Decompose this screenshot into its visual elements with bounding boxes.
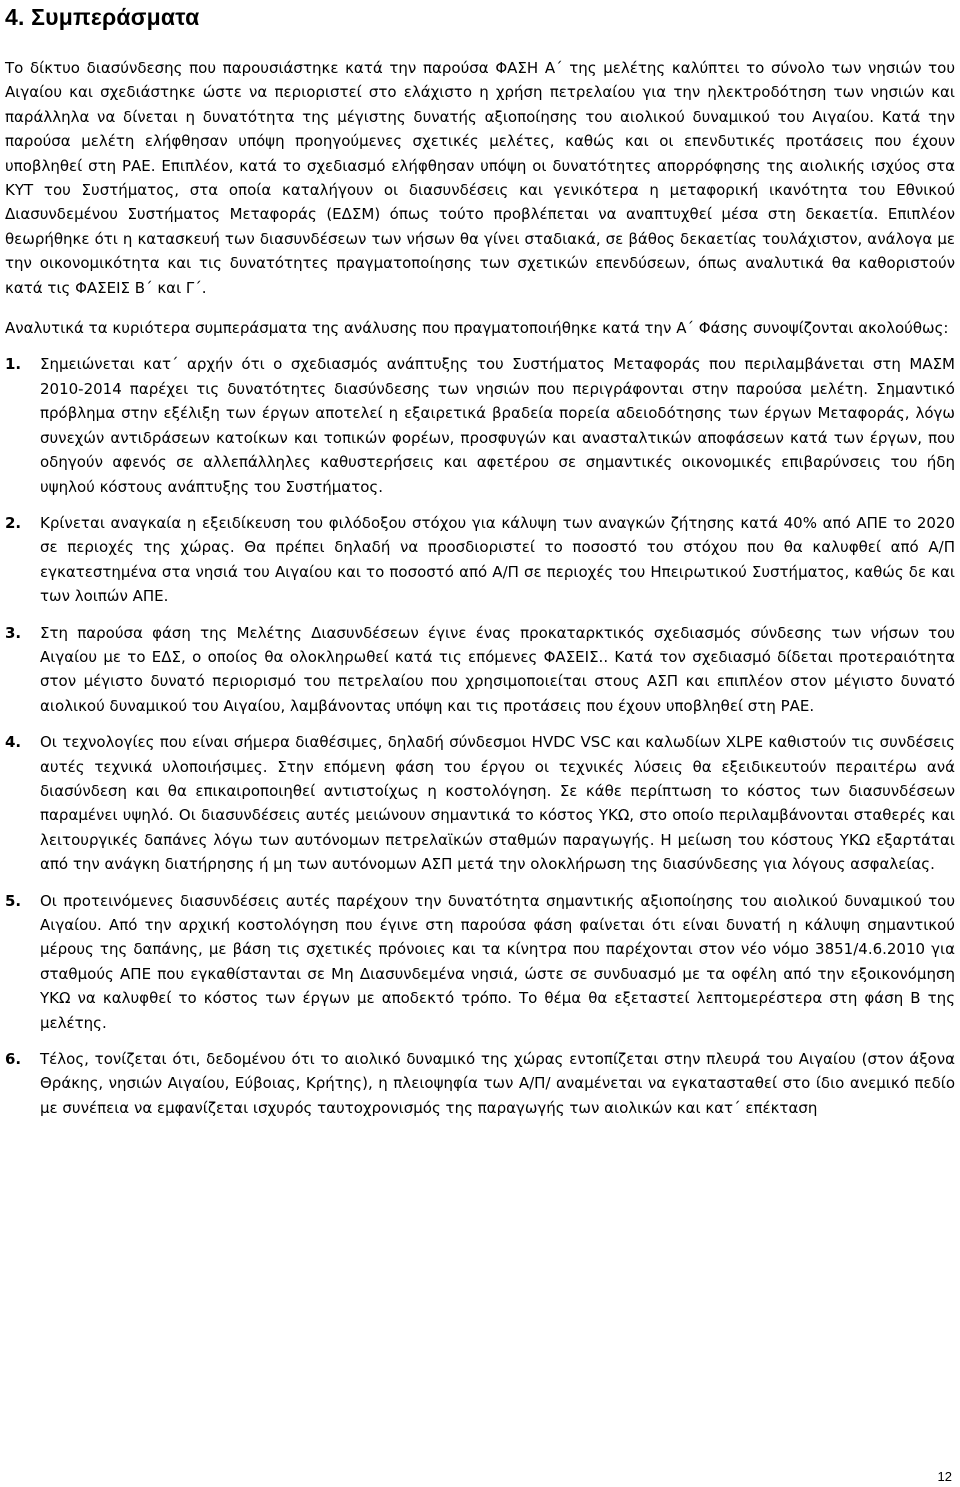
item-text: Τέλος, τονίζεται ότι, δεδομένου ότι το αιολικό δυναμικό της χώρας εντοπίζεται στην πλευρά του Αιγαίου (στον άξονα Θράκης, νησιών Αιγαίου, Εύβοιας, Κρήτης), η πλειοψηφία των Α/Π/ αναμένεται να εγκατασταθεί στο ίδιο ανεμικό πεδίο με συνέπεια να εμφανίζεται ισχυρός ταυτοχρονισμός της παραγωγής των αιολικών και κατ΄ επέκταση [40,1050,955,1117]
document-page [5,0,955,1120]
item-number: 4. [5,733,22,752]
item-text: Στη παρούσα φάση της Μελέτης Διασυνδέσεων έγινε ένας προκαταρκτικός σχεδιασμός σύνδεσης των νήσων του Αιγαίου με το ΕΔΣ, ο οποίος θα ολοκληρωθεί κατά τις επόμενες ΦΑΣΕΙΣ.. Κατά τον σχεδιασμό δίδεται προτεραιότητα στον μέγιστο δυνατό περιορισμό του πετρελαίου που χρησιμοποιείται στους ΑΣΠ και επιπλέον στον μέγιστο δυνατό αιολικού δυναμικού του Αιγαίου, λαμβάνοντας υπόψη και τις προτάσεις που έχουν υποβληθεί στη ΡΑΕ. [40,623,955,715]
item-number: 5. [5,891,22,910]
item-text: Οι τεχνολογίες που είναι σήμερα διαθέσιμες, δηλαδή σύνδεσμοι HVDC VSC και καλωδίων XLPE καθιστούν τις συνδέσεις αυτές τεχνικά υλοποιήσιμες. Στην επόμενη φάση του έργου οι τεχνικές λύσεις θα εξειδικευτούν περαιτέρω ανά διασύνδεση και θα επικαιροποιηθεί αντιστοίχως η κοστολόγηση. Σε κάθε περίπτωση το κόστος των διασυνδέσεων παραμένει υψηλό. Οι διασυνδέσεις αυτές μειώνουν σημαντικά το κόστος ΥΚΩ, στο οποίο περιλαμβάνονται σταθερές και λειτουργικές δαπάνες λόγω των αυτόνομων πετρελαϊκών σταθμών παραγωγής. Η μείωση του κόστους ΥΚΩ εξαρτάται από την ανάγκη διατήρησης ή μη των αυτόνομων ΑΣΠ μετά την ολοκλήρωση της διασύνδεσης για λόγους ασφαλείας. [40,733,955,874]
list-item [5,1047,955,1120]
conclusions-list [5,352,955,1120]
item-number: 2. [5,513,22,532]
list-item [5,730,955,876]
item-text: Σημειώνεται κατ΄ αρχήν ότι ο σχεδιασμός ανάπτυξης του Συστήματος Μεταφοράς που περιλαμβάνεται στη ΜΑΣΜ 2010-2014 παρέχει τις δυνατότητες διασύνδεσης των νησιών που περιγράφονται στην παρούσα μελέτη. Σημαντικό πρόβλημα στην εξέλιξη των έργων αποτελεί η εξαιρετικά βραδεία πορεία αδειοδότησης των έργων Μεταφοράς, λόγω συνεχών αντιδράσεων κατοίκων και τοπικών φορέων, προσφυγών και ανασταλτικών αποφάσεων κατά των έργων, που οδηγούν αφενός σε αλλεπάλληλες καθυστερήσεις και αφετέρου σε σημαντικές οικονομικές επιβαρύνσεις του ήδη υψηλού κόστους ανάπτυξης του Συστήματος. [40,355,955,496]
item-text: Οι προτεινόμενες διασυνδέσεις αυτές παρέχουν την δυνατότητα σημαντικής αξιοποίησης του αιολικού δυναμικού του Αιγαίου. Από την αρχική κοστολόγηση που έγινε στη παρούσα φάση φαίνεται ότι είναι δυνατή η κάλυψη σημαντικού μέρους της δαπάνης, με βάση τις σχετικές πρόνοιες και τα κίνητρα που παρέχονται στον νέο νόμο 3851/4.6.2010 για σταθμούς ΑΠΕ που εγκαθίστανται σε Μη Διασυνδεμένα νησιά, ώστε σε συνδυασμό με τα οφέλη από την εξοικονόμηση ΥΚΩ να καλυφθεί το κόστος των έργων με αποδεκτό τρόπο. Το θέμα θα εξεταστεί λεπτομερέστερα στη φάση Β της μελέτης. [40,891,955,1032]
list-item [5,889,955,1035]
list-item [5,621,955,719]
list-item [5,511,955,609]
lead-paragraph: Αναλυτικά τα κυριότερα συμπεράσματα της ανάλυσης που πραγματοποιήθηκε κατά την Α΄ Φάσης συνοψίζονται ακολούθως: [5,319,949,338]
intro-paragraph: Το δίκτυο διασύνδεσης που παρουσιάστηκε κατά την παρούσα ΦΑΣΗ Α΄ της μελέτης καλύπτει το σύνολο των νησιών του Αιγαίου και σχεδιάστηκε ώστε να περιοριστεί στο ελάχιστο η χρήση πετρελαίου για την ηλεκτροδότηση των νησιών και παράλληλα να δίνεται η δυνατότητα της μέγιστης δυνατής αξιοποίησης του αιολικού δυναμικού του Αιγαίου. Κατά την παρούσα μελέτη ελήφθησαν υπόψη προηγούμενες σχετικές μελέτες, καθώς και οι επενδυτικές προτάσεις που έχουν υποβληθεί στη ΡΑΕ. Επιπλέον, κατά το σχεδιασμό ελήφθησαν υπόψη οι δυνατότητες απορρόφησης της αιολικής ισχύος στα ΚΥΤ του Συστήματος, στα οποία καταλήγουν οι διασυνδέσεις και γενικότερα η μεταφορική ικανότητα του Εθνικού Διασυνδεμένου Συστήματος Μεταφοράς (ΕΔΣΜ) όπως τούτο προβλέπεται να αναπτυχθεί μέσα στη δεκαετία. Επιπλέον θεωρήθηκε ότι η κατασκευή των διασυνδέσεων των νήσων θα γίνει σταδιακά, σε βάθος δεκαετίας τουλάχιστον, ανάλογα με την οικονομικότητα και τις δυνατότητες πραγματοποίησης των σχετικών επενδύσεων, όπως αναλυτικά θα καθοριστούν κατά τις ΦΑΣΕΙΣ Β΄ και Γ΄. [5,59,955,297]
item-number: 1. [5,355,22,374]
page-number: 12 [937,1469,952,1484]
section-title: 4. Συμπεράσματα [5,4,200,30]
item-text: Κρίνεται αναγκαία η εξειδίκευση του φιλόδοξου στόχου για κάλυψη των αναγκών ζήτησης κατά 40% από ΑΠΕ το 2020 σε περιοχές της χώρας. Θα πρέπει δηλαδή να προσδιοριστεί το ποσοστό του στόχου που θα καλυφθεί από Α/Π εγκατεστημένα στα νησιά του Αιγαίου και το ποσοστό από Α/Π σε περιοχές του Ηπειρωτικού Συστήματος, καθώς δε και των λοιπών ΑΠΕ. [40,513,955,606]
item-number: 3. [5,623,22,642]
list-item [5,352,955,498]
item-number: 6. [5,1050,22,1069]
